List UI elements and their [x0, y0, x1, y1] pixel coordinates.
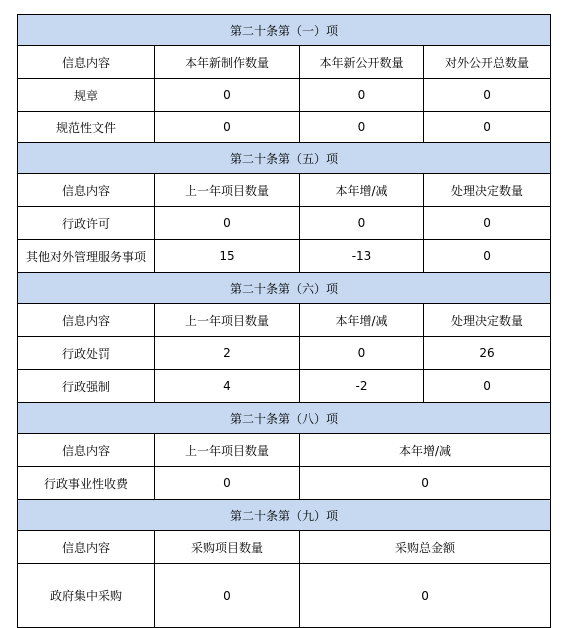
column-header: 上一年项目数量 — [155, 434, 300, 467]
column-header: 本年新制作数量 — [155, 46, 300, 79]
column-header: 上一年项目数量 — [155, 304, 300, 337]
table-cell: 0 — [300, 112, 424, 143]
section-title: 第二十条第（五）项 — [18, 143, 551, 174]
table-cell: 2 — [155, 337, 300, 370]
column-header: 信息内容 — [18, 434, 155, 467]
section-title: 第二十条第（一）项 — [18, 15, 551, 46]
table-cell: -2 — [300, 370, 424, 403]
row-label: 行政许可 — [18, 207, 155, 240]
column-header: 采购项目数量 — [155, 531, 300, 564]
column-header: 上一年项目数量 — [155, 174, 300, 207]
table-cell: 0 — [300, 337, 424, 370]
table-cell: 0 — [424, 112, 551, 143]
disclosure-table — [17, 14, 551, 628]
table-cell: 0 — [155, 79, 300, 112]
column-header: 信息内容 — [18, 46, 155, 79]
table-cell: 0 — [424, 207, 551, 240]
table-cell: 15 — [155, 240, 300, 273]
row-label: 规范性文件 — [18, 112, 155, 143]
row-label: 规章 — [18, 79, 155, 112]
table-cell: 4 — [155, 370, 300, 403]
row-label: 其他对外管理服务事项 — [18, 240, 155, 273]
column-header: 本年增/减 — [300, 434, 551, 467]
column-header: 采购总金额 — [300, 531, 551, 564]
table-cell: 0 — [300, 564, 551, 628]
table-cell: 0 — [424, 370, 551, 403]
row-label: 政府集中采购 — [18, 564, 155, 628]
table-cell: 0 — [424, 79, 551, 112]
row-label: 行政强制 — [18, 370, 155, 403]
column-header: 信息内容 — [18, 531, 155, 564]
column-header: 信息内容 — [18, 304, 155, 337]
section-title: 第二十条第（八）项 — [18, 403, 551, 434]
column-header: 本年增/减 — [300, 304, 424, 337]
table-cell: 0 — [424, 240, 551, 273]
column-header: 处理决定数量 — [424, 304, 551, 337]
column-header: 本年增/减 — [300, 174, 424, 207]
row-label: 行政处罚 — [18, 337, 155, 370]
table-cell: 0 — [155, 112, 300, 143]
section-title: 第二十条第（九）项 — [18, 500, 551, 531]
table-cell: 0 — [300, 207, 424, 240]
table-cell: -13 — [300, 240, 424, 273]
table-cell: 0 — [155, 564, 300, 628]
column-header: 对外公开总数量 — [424, 46, 551, 79]
column-header: 本年新公开数量 — [300, 46, 424, 79]
table-cell: 0 — [300, 467, 551, 500]
section-title: 第二十条第（六）项 — [18, 273, 551, 304]
column-header: 信息内容 — [18, 174, 155, 207]
row-label: 行政事业性收费 — [18, 467, 155, 500]
table-cell: 0 — [300, 79, 424, 112]
table-cell: 0 — [155, 467, 300, 500]
table-cell: 26 — [424, 337, 551, 370]
column-header: 处理决定数量 — [424, 174, 551, 207]
table-cell: 0 — [155, 207, 300, 240]
